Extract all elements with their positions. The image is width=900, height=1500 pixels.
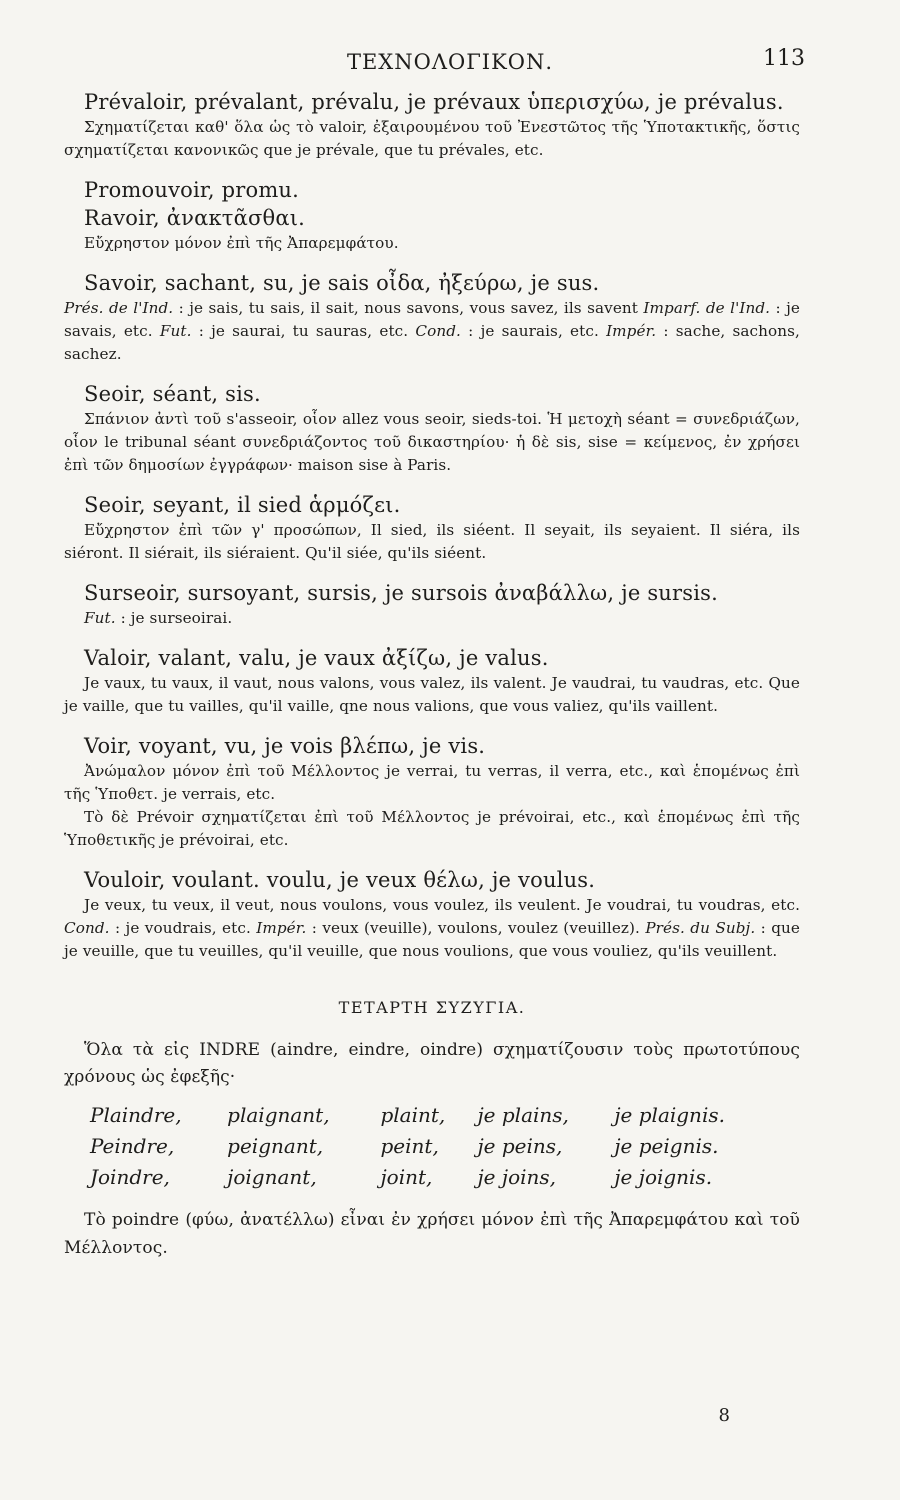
grammar-label: Imparf. de l'Ind.	[643, 299, 771, 317]
entry-headword-ravoir: Ravoir, ἀνακτᾶσθαι.	[84, 206, 306, 230]
entry-text-vouloir: Je veux, tu veux, il veut, nous voulons, vous voulez, ils veulent. Je voudrai, tu voudras, etc. Cond. : je voudrais, etc. Impér. : veux (veuille), voulons, voulez (veuillez). Prés. du Subj. : que je veuille, que tu veuilles, qu'il veuille, que nous voulions, que vous vouliez, qu'ils veuillent.	[64, 896, 801, 960]
entry-headword-vouloir: Vouloir, voulant. voulu, je veux θέλω, je voulus.	[84, 868, 596, 892]
grammar-label: Prés. du Subj.	[645, 919, 756, 937]
signature-mark: 8	[718, 1405, 730, 1426]
grammar-label: Prés. de l'Ind.	[64, 299, 174, 317]
entry-text-savoir: Prés. de l'Ind. : je sais, tu sais, il sait, nous savons, vous savez, ils savent Imparf. de l'Ind. : je savais, etc. Fut. : je saurai, tu sauras, etc. Cond. : je saurais, etc. Impér. : sache, sachons, sachez.	[64, 299, 800, 363]
entry-text-prevaloir: Σχηματίζεται καθ' ὅλα ὡς τὸ valoir, ἐξαιρουμένου τοῦ Ἐνεστῶτος τῆς Ὑποτακτικῆς, ὅστις σχηματίζεται κανονικῶς que je prévale, que tu prévales, etc.	[64, 118, 800, 159]
entry-text-surseoir: Fut. : je surseoirai.	[84, 609, 233, 627]
entry-headword-voir: Voir, voyant, vu, je vois βλέπω, je vis.	[84, 734, 486, 758]
page-number: 113	[763, 46, 805, 71]
table-row: Plaindre, plaignant, plaint, je plains, je plaignis.	[90, 1102, 725, 1127]
grammar-label: Cond.	[415, 322, 461, 340]
entry-text-voir-2: Τὸ δὲ Prévoir σχηματίζεται ἐπὶ τοῦ Μέλλοντος je prévoirai, etc., καὶ ἑπομένως ἐπὶ τῆς Ὑποθετικῆς je prévoirai, etc.	[64, 808, 800, 849]
section-intro: Ὅλα τὰ εἰς INDRE (aindre, eindre, oindre) σχηματίζουσιν τοὺς πρωτοτύπους χρόνους ὡς ἐφεξῆς·	[64, 1040, 800, 1087]
entry-text-seoir-1: Σπάνιον ἀντὶ τοῦ s'asseoir, οἷον allez vous seoir, sieds-toi. Ἡ μετοχὴ séant = συνεδριάζων, οἷον le tribunal séant συνεδριάζοντος τοῦ δικαστηρίου· ἡ δὲ sis, sise = κείμενος, ἐν χρήσει ἐπὶ τῶν δημοσίων ἐγγράφων· maison sise à Paris.	[64, 410, 800, 474]
page-body	[64, 88, 800, 1262]
entry-headword-surseoir: Surseoir, sursoyant, sursis, je sursois ἀναβάλλω, je sursis.	[84, 581, 719, 605]
section-closing: Τὸ poindre (φύω, ἀνατέλλω) εἶναι ἐν χρήσει μόνον ἐπὶ τῆς Ἀπαρεμφάτου καὶ τοῦ Μέλλοντος.	[64, 1210, 800, 1258]
entry-text-ravoir: Εὔχρηστον μόνον ἐπὶ τῆς Ἀπαρεμφάτου.	[84, 234, 399, 252]
entry-headword-seoir-1: Seoir, séant, sis.	[84, 382, 261, 406]
table-row: Peindre, peignant, peint, je peins, je peignis.	[90, 1133, 719, 1158]
entry-headword-prevaloir: Prévaloir, prévalant, prévalu, je prévaux ὑπερισχύω, je prévalus.	[84, 90, 784, 114]
section-title: ΤΕΤΑΡΤΗ ΣΥΖΥΓΙΑ.	[338, 998, 526, 1017]
entry-headword-seoir-2: Seoir, seyant, il sied ἁρμόζει.	[84, 493, 401, 517]
grammar-label: Fut.	[84, 609, 116, 627]
entry-headword-promouvoir: Promouvoir, promu.	[84, 178, 300, 202]
grammar-label: Cond.	[64, 919, 110, 937]
entry-headword-valoir: Valoir, valant, valu, je vaux ἀξίζω, je valus.	[84, 646, 549, 670]
running-head	[0, 46, 900, 80]
entry-text-seoir-2: Εὔχρηστον ἐπὶ τῶν γ' προσώπων, Il sied, ils siéent. Il seyait, ils seyaient. Il siéra, ils siéront. Il siérait, ils siéraient. Qu'il siée, qu'ils siéent.	[64, 521, 800, 562]
table-row: Joindre, joignant, joint, je joins, je joignis.	[90, 1164, 713, 1189]
entry-headword-savoir: Savoir, sachant, su, je sais οἶδα, ἠξεύρω, je sus.	[84, 271, 600, 295]
conjugation-table	[90, 1099, 780, 1192]
entry-text-valoir: Je vaux, tu vaux, il vaut, nous valons, vous valez, ils valent. Je vaudrai, tu vaudras, etc. Que je vaille, que tu vailles, qu'il vaille, qne nous valions, que vous valiez, qu'ils vaillent.	[64, 674, 800, 715]
entry-text-voir-1: Ἀνώμαλον μόνον ἐπὶ τοῦ Μέλλοντος je verrai, tu verras, il verra, etc., καὶ ἑπομένως ἐπὶ τῆς Ὑποθετ. je verrais, etc.	[64, 762, 800, 803]
grammar-label: Impér.	[606, 322, 657, 340]
grammar-label: Impér.	[256, 919, 307, 937]
running-title: ΤΕΧΝΟΛΟΓΙΚΟΝ.	[346, 50, 554, 74]
grammar-label: Fut.	[159, 322, 192, 340]
